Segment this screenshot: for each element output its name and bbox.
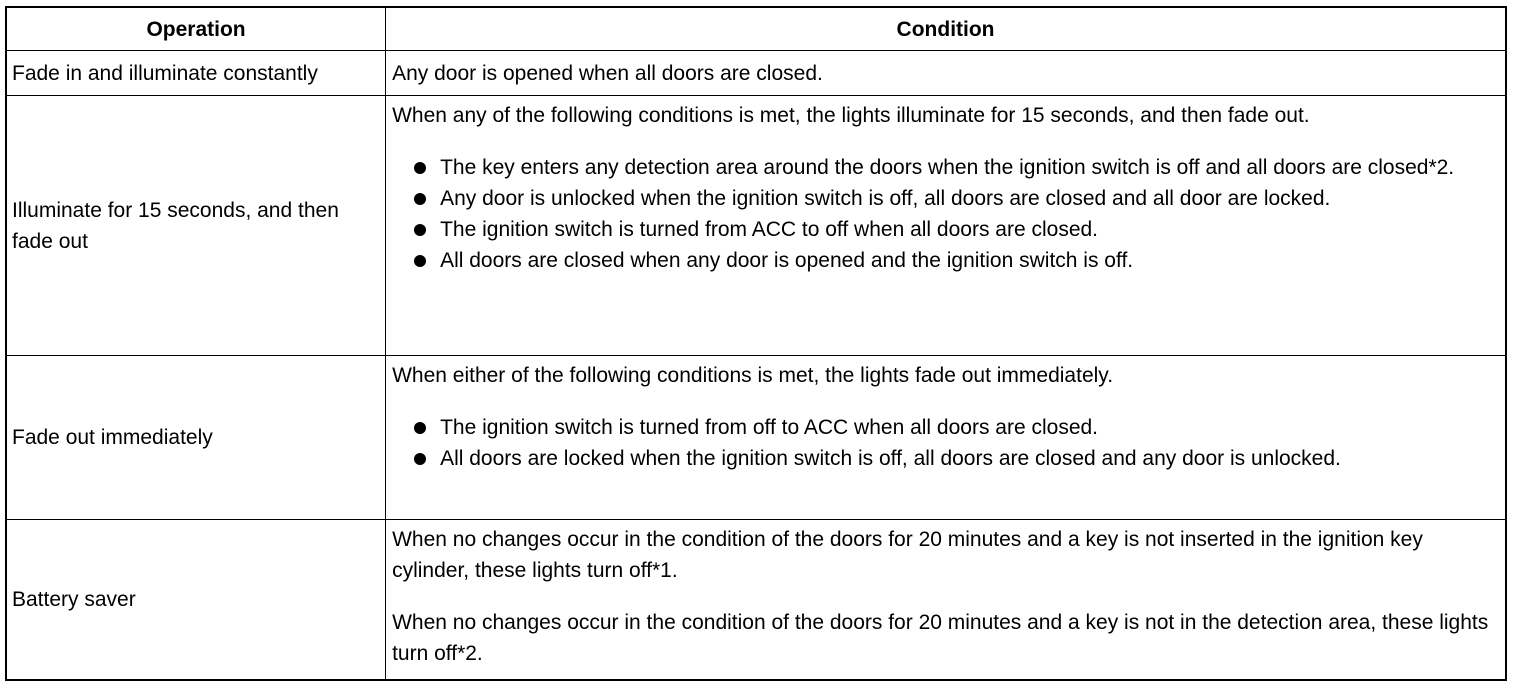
condition-list-item-text: All doors are locked when the ignition switch is off, all doors are closed and any door is unlocked.	[440, 447, 1341, 470]
condition-list-item	[392, 214, 1501, 245]
condition-list-item-text: Any door is unlocked when the ignition switch is off, all doors are closed and all door are locked.	[440, 187, 1331, 210]
condition-list-item	[392, 183, 1501, 214]
table-row	[6, 520, 1506, 681]
bullet-icon	[414, 193, 426, 205]
bullet-icon	[414, 422, 426, 434]
condition-intro: When any of the following conditions is met, the lights illuminate for 15 seconds, and then fade out.	[392, 104, 1310, 127]
condition-list-item-text: All doors are closed when any door is opened and the ignition switch is off.	[440, 249, 1134, 272]
condition-cell	[386, 51, 1506, 96]
bullet-icon	[414, 453, 426, 465]
condition-cell	[386, 96, 1506, 356]
operation-cell: Battery saver	[6, 520, 386, 681]
table-row	[6, 356, 1506, 520]
condition-list-item	[392, 412, 1501, 443]
operation-cell: Fade in and illuminate constantly	[6, 51, 386, 96]
table-header-row	[6, 7, 1506, 51]
table-row	[6, 51, 1506, 96]
condition-cell	[386, 356, 1506, 520]
condition-paragraph: When no changes occur in the condition of the doors for 20 minutes and a key is not inserted in the ignition key cylinder, these lights turn off*1.	[392, 528, 1423, 582]
header-operation: Operation	[6, 7, 386, 51]
condition-intro: When either of the following conditions is met, the lights fade out immediately.	[392, 364, 1114, 387]
table-container	[5, 6, 1507, 681]
operation-cell: Fade out immediately	[6, 356, 386, 520]
header-condition: Condition	[386, 7, 1506, 51]
condition-text: Any door is opened when all doors are closed.	[392, 61, 823, 85]
bullet-icon	[414, 224, 426, 236]
condition-list-item-text: The key enters any detection area around the doors when the ignition switch is off and all doors are closed*2.	[440, 156, 1455, 179]
bullet-icon	[414, 162, 426, 174]
condition-list	[392, 152, 1501, 276]
table-row	[6, 96, 1506, 356]
condition-paragraph: When no changes occur in the condition of the doors for 20 minutes and a key is not in the detection area, these lights turn off*2.	[392, 611, 1489, 665]
operation-condition-table	[5, 6, 1507, 681]
condition-list	[392, 412, 1501, 474]
condition-list-item-text: The ignition switch is turned from off to ACC when all doors are closed.	[440, 416, 1099, 439]
condition-list-item-text: The ignition switch is turned from ACC to off when all doors are closed.	[440, 218, 1099, 241]
condition-cell	[386, 520, 1506, 681]
condition-list-item	[392, 152, 1501, 183]
condition-list-item	[392, 245, 1501, 276]
operation-cell: Illuminate for 15 seconds, and then fade out	[6, 96, 386, 356]
condition-list-item	[392, 443, 1501, 474]
bullet-icon	[414, 255, 426, 267]
